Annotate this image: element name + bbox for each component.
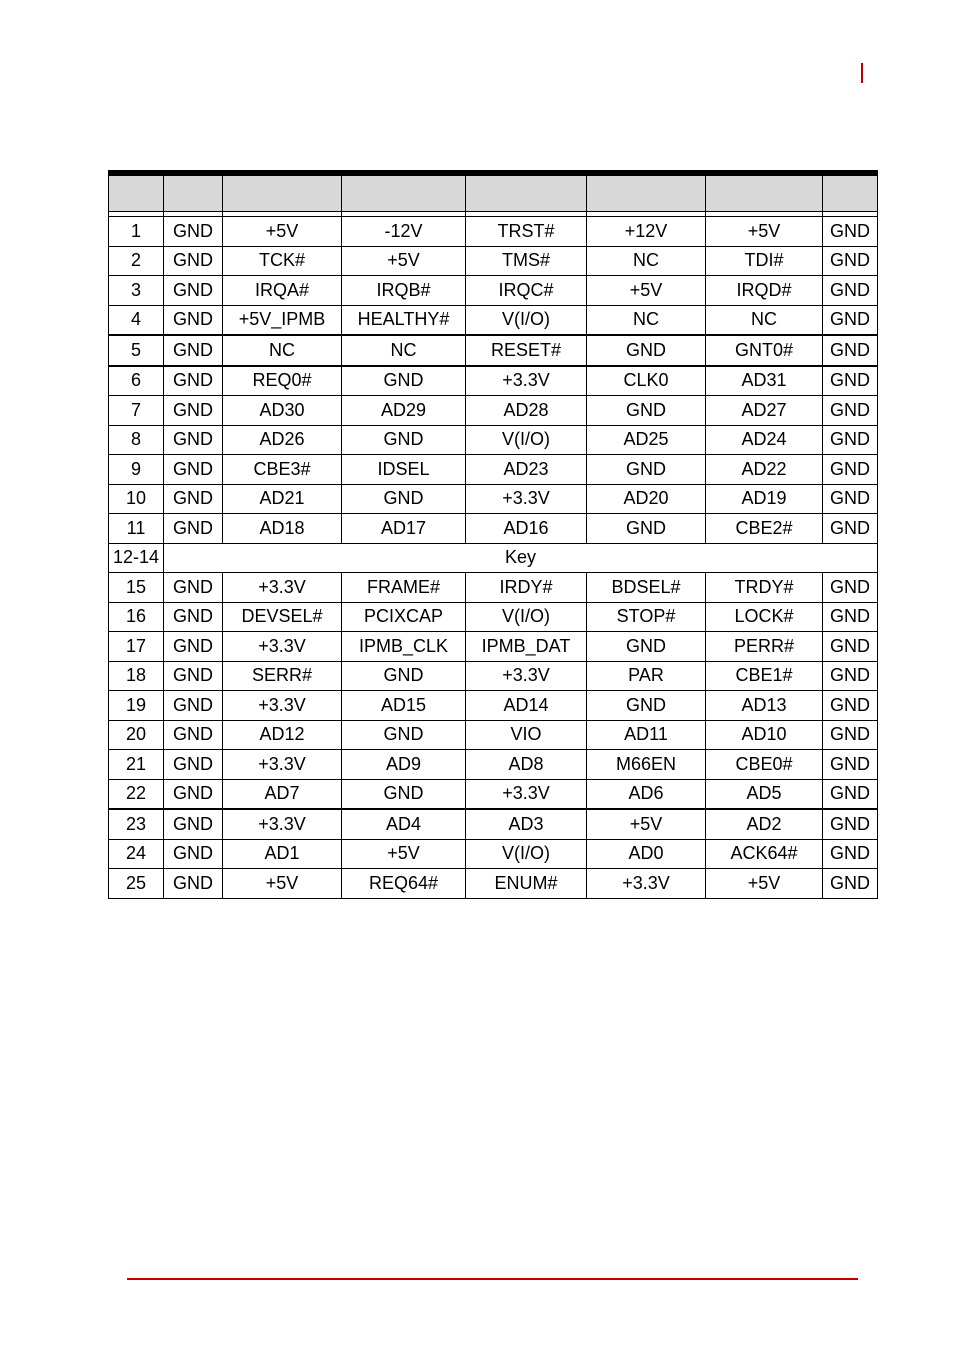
pin-number-cell: 21 (109, 750, 164, 780)
signal-cell: NC (587, 305, 706, 335)
signal-cell: AD19 (706, 484, 823, 514)
signal-cell: AD9 (342, 750, 466, 780)
header-cell (223, 173, 342, 212)
signal-cell: AD8 (466, 750, 587, 780)
signal-cell: AD22 (706, 455, 823, 485)
signal-cell: GND (823, 573, 878, 603)
pin-number-cell: 24 (109, 839, 164, 869)
signal-cell: GND (823, 720, 878, 750)
signal-cell: AD0 (587, 839, 706, 869)
signal-cell: RESET# (466, 335, 587, 366)
signal-cell: +3.3V (223, 573, 342, 603)
signal-cell: AD28 (466, 396, 587, 426)
signal-cell: PAR (587, 661, 706, 691)
signal-cell: REQ64# (342, 869, 466, 899)
pin-number-cell: 15 (109, 573, 164, 603)
signal-cell: GND (823, 246, 878, 276)
signal-cell: +5V (706, 217, 823, 247)
signal-cell: GND (164, 396, 223, 426)
signal-cell: GND (164, 602, 223, 632)
signal-cell: M66EN (587, 750, 706, 780)
table-row (109, 632, 878, 662)
signal-cell: AD7 (223, 779, 342, 809)
signal-cell: GND (587, 691, 706, 721)
signal-cell: IRQD# (706, 276, 823, 306)
signal-cell: +3.3V (466, 779, 587, 809)
signal-cell: GND (823, 661, 878, 691)
table-row (109, 276, 878, 306)
signal-cell: GND (823, 484, 878, 514)
table-row (109, 305, 878, 335)
signal-cell: GND (164, 455, 223, 485)
signal-cell: GND (823, 691, 878, 721)
signal-cell: AD27 (706, 396, 823, 426)
signal-cell: +5V (342, 246, 466, 276)
pin-number-cell: 22 (109, 779, 164, 809)
signal-cell: AD5 (706, 779, 823, 809)
signal-cell: PERR# (706, 632, 823, 662)
pin-number-cell: 19 (109, 691, 164, 721)
signal-cell: GND (587, 514, 706, 544)
signal-cell: TMS# (466, 246, 587, 276)
signal-cell: IRQA# (223, 276, 342, 306)
signal-cell: CBE1# (706, 661, 823, 691)
signal-cell: +3.3V (223, 750, 342, 780)
signal-cell: GND (823, 809, 878, 839)
signal-cell: +5V (587, 809, 706, 839)
signal-cell: NC (587, 246, 706, 276)
signal-cell: GND (164, 632, 223, 662)
signal-cell: CBE0# (706, 750, 823, 780)
signal-cell: GND (164, 425, 223, 455)
signal-cell: +3.3V (466, 661, 587, 691)
signal-cell: +5V (223, 217, 342, 247)
table-row (109, 661, 878, 691)
signal-cell: GND (164, 720, 223, 750)
pin-number-cell: 3 (109, 276, 164, 306)
signal-cell: GND (342, 425, 466, 455)
signal-cell: +3.3V (223, 809, 342, 839)
signal-cell: BDSEL# (587, 573, 706, 603)
pin-number-cell: 23 (109, 809, 164, 839)
signal-cell: CLK0 (587, 366, 706, 396)
signal-cell: +5V_IPMB (223, 305, 342, 335)
table-row (109, 366, 878, 396)
table-row (109, 602, 878, 632)
signal-cell: +5V (706, 869, 823, 899)
signal-cell: AD29 (342, 396, 466, 426)
signal-cell: +3.3V (466, 484, 587, 514)
signal-cell: AD14 (466, 691, 587, 721)
signal-cell: AD10 (706, 720, 823, 750)
signal-cell: V(I/O) (466, 602, 587, 632)
signal-cell: IPMB_CLK (342, 632, 466, 662)
signal-cell: AD18 (223, 514, 342, 544)
header-cell (109, 173, 164, 212)
signal-cell: GND (823, 750, 878, 780)
signal-cell: AD3 (466, 809, 587, 839)
signal-cell: SERR# (223, 661, 342, 691)
pin-number-cell: 2 (109, 246, 164, 276)
signal-cell: GND (164, 305, 223, 335)
table-row (109, 514, 878, 544)
signal-cell: ENUM# (466, 869, 587, 899)
pin-number-cell: 11 (109, 514, 164, 544)
signal-cell: LOCK# (706, 602, 823, 632)
header-cell (587, 173, 706, 212)
footer-rule (127, 1278, 858, 1280)
signal-cell: +3.3V (223, 691, 342, 721)
header-cell (823, 173, 878, 212)
signal-cell: GND (164, 839, 223, 869)
signal-cell: GND (587, 335, 706, 366)
pin-number-cell: 10 (109, 484, 164, 514)
signal-cell: FRAME# (342, 573, 466, 603)
signal-cell: IDSEL (342, 455, 466, 485)
pin-number-cell: 6 (109, 366, 164, 396)
signal-cell: GND (823, 276, 878, 306)
table-row (109, 779, 878, 809)
signal-cell: HEALTHY# (342, 305, 466, 335)
pin-number-cell: 4 (109, 305, 164, 335)
header-cell (466, 173, 587, 212)
signal-cell: +3.3V (466, 366, 587, 396)
signal-cell: GND (587, 396, 706, 426)
signal-cell: NC (223, 335, 342, 366)
signal-cell: GND (342, 720, 466, 750)
signal-cell: AD20 (587, 484, 706, 514)
signal-cell: REQ0# (223, 366, 342, 396)
signal-cell: GND (823, 425, 878, 455)
signal-cell: GND (164, 514, 223, 544)
signal-cell: TRST# (466, 217, 587, 247)
signal-cell: AD6 (587, 779, 706, 809)
signal-cell: +5V (587, 276, 706, 306)
table-row (109, 396, 878, 426)
signal-cell: VIO (466, 720, 587, 750)
key-row (109, 543, 878, 573)
table-row (109, 217, 878, 247)
signal-cell: GND (164, 484, 223, 514)
signal-cell: AD15 (342, 691, 466, 721)
signal-cell: GND (164, 573, 223, 603)
header-cell (342, 173, 466, 212)
pin-assignment-table-container (108, 170, 877, 899)
signal-cell: TCK# (223, 246, 342, 276)
signal-cell: IRQB# (342, 276, 466, 306)
signal-cell: AD31 (706, 366, 823, 396)
signal-cell: GNT0# (706, 335, 823, 366)
signal-cell: GND (164, 869, 223, 899)
pin-number-cell: 20 (109, 720, 164, 750)
signal-cell: AD4 (342, 809, 466, 839)
signal-cell: GND (823, 514, 878, 544)
signal-cell: AD17 (342, 514, 466, 544)
signal-cell: DEVSEL# (223, 602, 342, 632)
table-row (109, 573, 878, 603)
table-row (109, 455, 878, 485)
signal-cell: -12V (342, 217, 466, 247)
signal-cell: AD26 (223, 425, 342, 455)
signal-cell: GND (164, 246, 223, 276)
signal-cell: GND (164, 691, 223, 721)
signal-cell: GND (342, 366, 466, 396)
signal-cell: TDI# (706, 246, 823, 276)
signal-cell: GND (823, 779, 878, 809)
signal-cell: GND (164, 335, 223, 366)
signal-cell: CBE3# (223, 455, 342, 485)
pin-number-cell: 17 (109, 632, 164, 662)
signal-cell: GND (164, 661, 223, 691)
signal-cell: V(I/O) (466, 305, 587, 335)
page-corner-marker (861, 63, 863, 83)
signal-cell: GND (342, 484, 466, 514)
pin-number-cell: 18 (109, 661, 164, 691)
signal-cell: AD23 (466, 455, 587, 485)
signal-cell: AD11 (587, 720, 706, 750)
signal-cell: +3.3V (223, 632, 342, 662)
signal-cell: AD30 (223, 396, 342, 426)
signal-cell: AD2 (706, 809, 823, 839)
signal-cell: STOP# (587, 602, 706, 632)
signal-cell: GND (823, 602, 878, 632)
signal-cell: GND (164, 276, 223, 306)
table-row (109, 720, 878, 750)
signal-cell: GND (164, 809, 223, 839)
signal-cell: GND (823, 217, 878, 247)
signal-cell: GND (164, 366, 223, 396)
table-row (109, 691, 878, 721)
table-row (109, 246, 878, 276)
pin-number-cell: 25 (109, 869, 164, 899)
signal-cell: GND (823, 366, 878, 396)
pin-number-cell: 9 (109, 455, 164, 485)
table-row (109, 809, 878, 839)
signal-cell: +3.3V (587, 869, 706, 899)
signal-cell: GND (342, 779, 466, 809)
table-row (109, 425, 878, 455)
table-row (109, 869, 878, 899)
header-cell (706, 173, 823, 212)
signal-cell: AD13 (706, 691, 823, 721)
signal-cell: IRQC# (466, 276, 587, 306)
signal-cell: AD21 (223, 484, 342, 514)
signal-cell: GND (823, 396, 878, 426)
signal-cell: AD25 (587, 425, 706, 455)
table-row (109, 484, 878, 514)
signal-cell: ACK64# (706, 839, 823, 869)
signal-cell: GND (587, 632, 706, 662)
signal-cell: TRDY# (706, 573, 823, 603)
signal-cell: GND (823, 305, 878, 335)
signal-cell: NC (342, 335, 466, 366)
signal-cell: +5V (223, 869, 342, 899)
key-cell: Key (164, 543, 878, 573)
signal-cell: GND (164, 779, 223, 809)
signal-cell: IRDY# (466, 573, 587, 603)
signal-cell: GND (164, 217, 223, 247)
pin-number-cell: 1 (109, 217, 164, 247)
pin-number-cell: 7 (109, 396, 164, 426)
signal-cell: GND (823, 455, 878, 485)
pin-number-cell: 5 (109, 335, 164, 366)
signal-cell: GND (342, 661, 466, 691)
pin-number-cell: 12-14 (109, 543, 164, 573)
signal-cell: AD12 (223, 720, 342, 750)
signal-cell: AD24 (706, 425, 823, 455)
pin-number-cell: 16 (109, 602, 164, 632)
table-header-row (109, 173, 878, 212)
signal-cell: +12V (587, 217, 706, 247)
signal-cell: GND (823, 839, 878, 869)
signal-cell: GND (587, 455, 706, 485)
signal-cell: V(I/O) (466, 839, 587, 869)
signal-cell: PCIXCAP (342, 602, 466, 632)
table-row (109, 839, 878, 869)
pin-number-cell: 8 (109, 425, 164, 455)
table-row (109, 335, 878, 366)
table-row (109, 750, 878, 780)
signal-cell: AD16 (466, 514, 587, 544)
signal-cell: +5V (342, 839, 466, 869)
signal-cell: GND (823, 632, 878, 662)
signal-cell: GND (823, 335, 878, 366)
signal-cell: V(I/O) (466, 425, 587, 455)
signal-cell: AD1 (223, 839, 342, 869)
signal-cell: IPMB_DAT (466, 632, 587, 662)
signal-cell: NC (706, 305, 823, 335)
pin-assignment-table (108, 170, 878, 899)
signal-cell: GND (164, 750, 223, 780)
signal-cell: CBE2# (706, 514, 823, 544)
table-body (109, 217, 878, 899)
signal-cell: GND (823, 869, 878, 899)
header-cell (164, 173, 223, 212)
